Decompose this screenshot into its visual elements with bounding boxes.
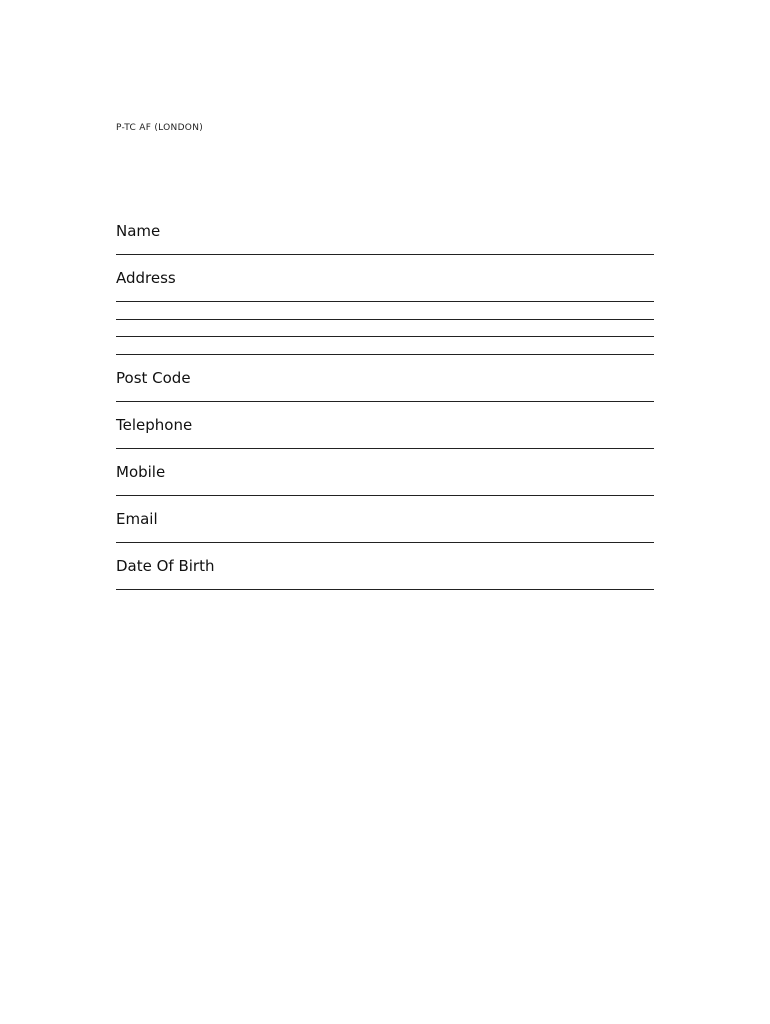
address-write-line-4[interactable] (116, 337, 654, 355)
address-field (116, 268, 654, 355)
email-write-line[interactable] (116, 529, 654, 543)
telephone-write-line[interactable] (116, 435, 654, 449)
mobile-write-line[interactable] (116, 482, 654, 496)
name-label: Name (116, 222, 161, 240)
date-of-birth-write-line[interactable] (116, 576, 654, 590)
telephone-label: Telephone (116, 415, 193, 434)
address-write-area[interactable] (116, 288, 654, 355)
email-write-area[interactable] (116, 529, 654, 543)
address-label: Address (116, 269, 176, 287)
post-code-field (116, 368, 654, 402)
address-write-line-2[interactable] (116, 302, 654, 320)
mobile-field (116, 462, 654, 496)
address-write-line-1[interactable] (116, 288, 654, 302)
email-field (116, 509, 654, 543)
email-label: Email (116, 509, 158, 528)
document-code: P-TC AF (LONDON) (116, 123, 204, 133)
name-field (116, 221, 654, 255)
address-write-line-3[interactable] (116, 320, 654, 338)
date-of-birth-label: Date Of Birth (116, 556, 215, 575)
name-write-line[interactable] (116, 241, 654, 255)
mobile-write-area[interactable] (116, 482, 654, 496)
telephone-write-area[interactable] (116, 435, 654, 449)
name-write-area[interactable] (116, 241, 654, 255)
date-of-birth-field (116, 556, 654, 590)
telephone-field (116, 415, 654, 449)
date-of-birth-write-area[interactable] (116, 576, 654, 590)
post-code-write-line[interactable] (116, 388, 654, 402)
mobile-label: Mobile (116, 462, 166, 481)
personal-details-form (116, 221, 654, 603)
post-code-label: Post Code (116, 368, 191, 387)
post-code-write-area[interactable] (116, 388, 654, 402)
